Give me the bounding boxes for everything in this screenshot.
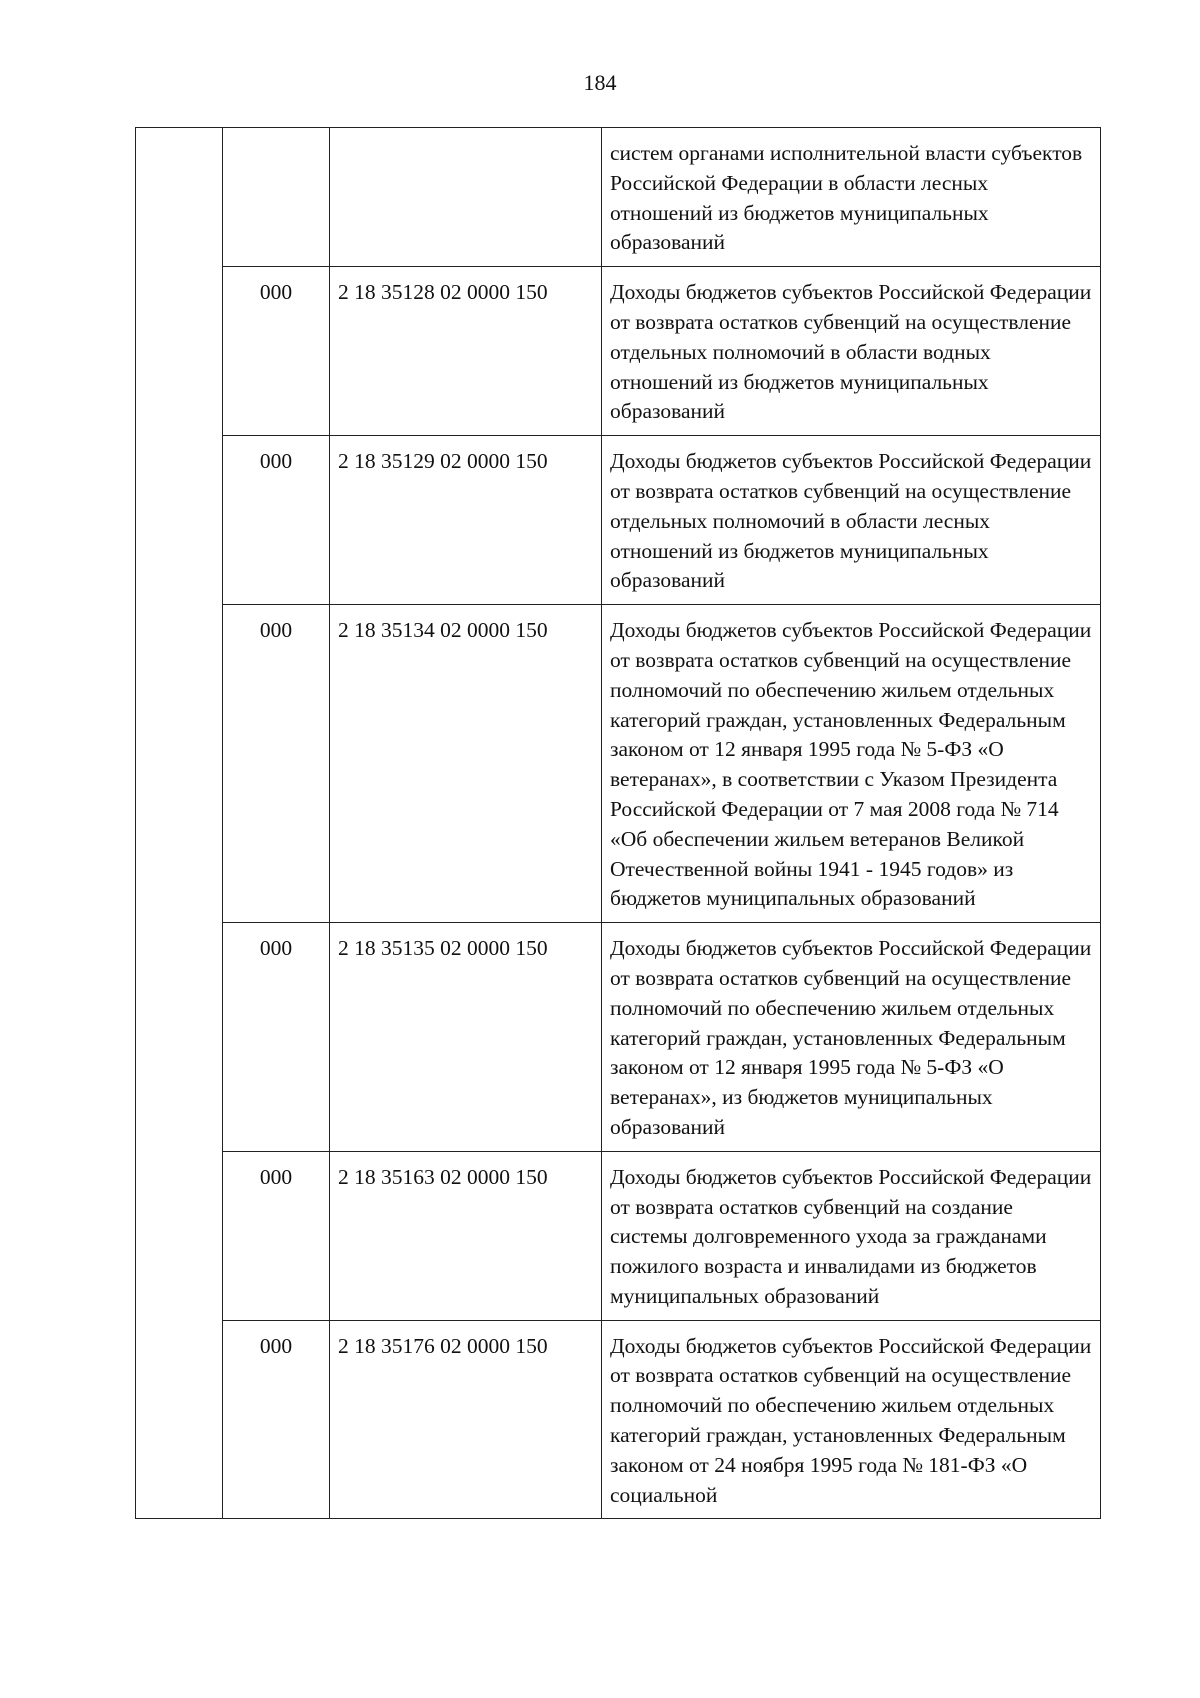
table-cell-income-code: 2 18 35129 02 0000 150 (330, 436, 602, 605)
table-cell-description: Доходы бюджетов субъектов Российской Федерации от возврата остатков субвенций на осуществление полномочий по обеспечению жильем отдельных категорий граждан, установленных Федеральным законом от 12 января 1995 года № 5-ФЗ «О ветеранах», в соответствии с Указом Президента Российской Федерации от 7 мая 2008 года № 714 «Об обеспечении жильем ветеранов Великой Отечественной войны 1941 - 1945 годов» из бюджетов муниципальных образований (602, 605, 1101, 923)
table-row (136, 923, 1101, 1152)
table-cell-income-code: 2 18 35134 02 0000 150 (330, 605, 602, 923)
table-row (136, 1151, 1101, 1320)
page-number: 184 (583, 70, 617, 95)
table-cell-admin-code: 000 (223, 436, 330, 605)
table-cell-description: Доходы бюджетов субъектов Российской Федерации от возврата остатков субвенций на осуществление отдельных полномочий в области водных отношений из бюджетов муниципальных образований (602, 267, 1101, 436)
table-row-continuation (136, 128, 1101, 267)
table-cell-admin-code (223, 128, 330, 267)
table-cell-income-code (330, 128, 602, 267)
budget-classification-table (135, 127, 1101, 1519)
table-cell-blank (136, 128, 223, 1519)
table-row (136, 267, 1101, 436)
table-cell-description: Доходы бюджетов субъектов Российской Федерации от возврата остатков субвенций на создание системы долговременного ухода за гражданами пожилого возраста и инвалидами из бюджетов муниципальных образований (602, 1151, 1101, 1320)
table-row (136, 1320, 1101, 1519)
table-cell-description: Доходы бюджетов субъектов Российской Федерации от возврата остатков субвенций на осуществление полномочий по обеспечению жильем отдельных категорий граждан, установленных Федеральным законом от 24 ноября 1995 года № 181-ФЗ «О социальной (602, 1320, 1101, 1519)
table-cell-description: Доходы бюджетов субъектов Российской Федерации от возврата остатков субвенций на осуществление полномочий по обеспечению жильем отдельных категорий граждан, установленных Федеральным законом от 12 января 1995 года № 5-ФЗ «О ветеранах», из бюджетов муниципальных образований (602, 923, 1101, 1152)
table-cell-income-code: 2 18 35163 02 0000 150 (330, 1151, 602, 1320)
table-cell-admin-code: 000 (223, 605, 330, 923)
table-cell-description: Доходы бюджетов субъектов Российской Федерации от возврата остатков субвенций на осуществление отдельных полномочий в области лесных отношений из бюджетов муниципальных образований (602, 436, 1101, 605)
table-cell-income-code: 2 18 35128 02 0000 150 (330, 267, 602, 436)
table-cell-admin-code: 000 (223, 923, 330, 1152)
table-cell-admin-code: 000 (223, 267, 330, 436)
table-cell-admin-code: 000 (223, 1151, 330, 1320)
table-row (136, 436, 1101, 605)
table-cell-admin-code: 000 (223, 1320, 330, 1519)
table-row (136, 605, 1101, 923)
table-cell-income-code: 2 18 35176 02 0000 150 (330, 1320, 602, 1519)
table-cell-income-code: 2 18 35135 02 0000 150 (330, 923, 602, 1152)
table-cell-description: систем органами исполнительной власти субъектов Российской Федерации в области лесных отношений из бюджетов муниципальных образований (602, 128, 1101, 267)
